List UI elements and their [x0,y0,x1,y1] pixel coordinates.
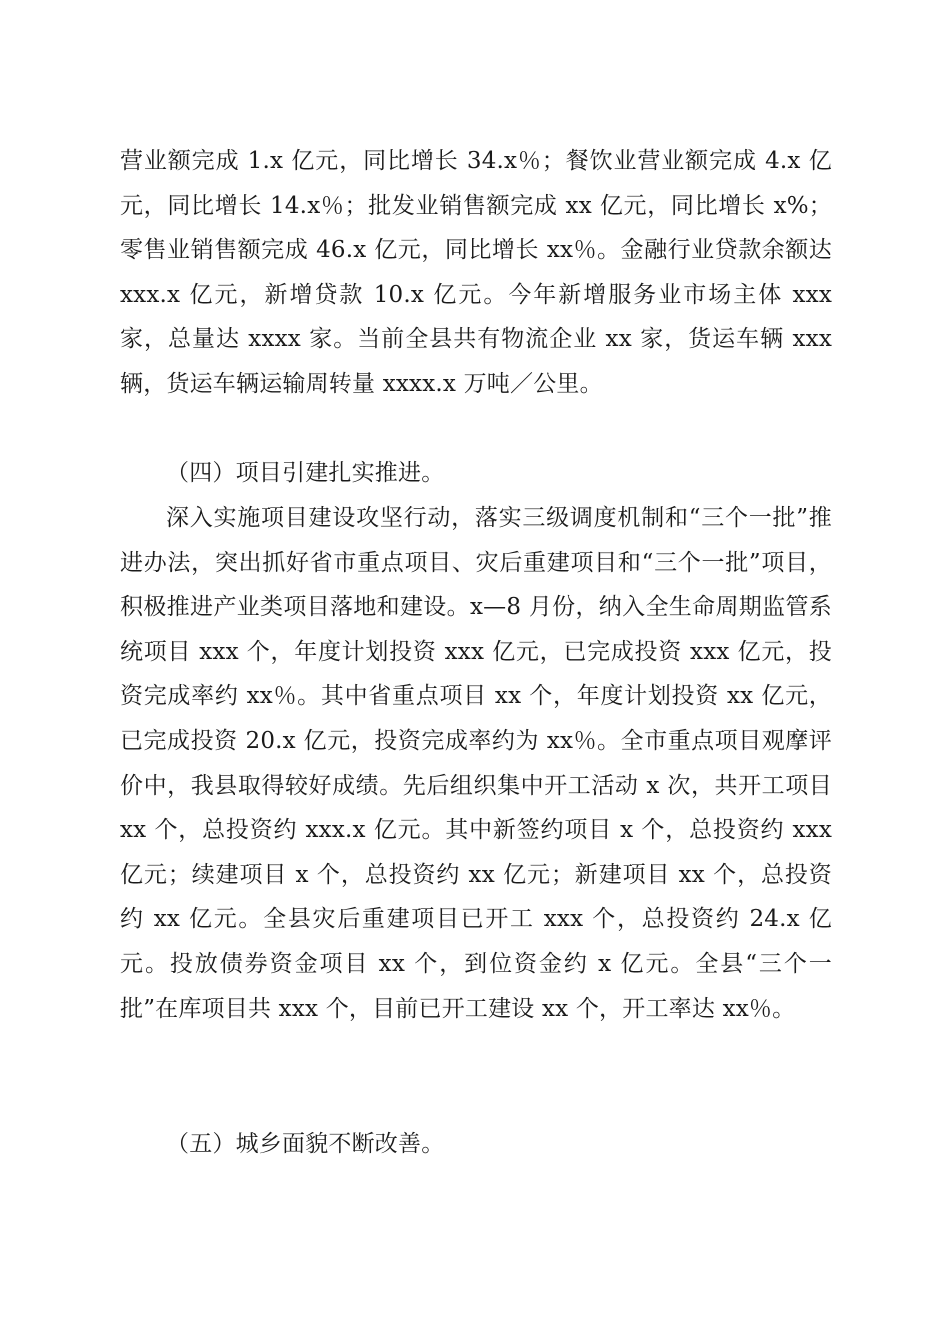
body-paragraph-4: 深入实施项目建设攻坚行动，落实三级调度机制和“三个一批”推进办法，突出抓好省市重点项目、灾后重建项目和“三个一批”项目，积极推进产业类项目落地和建设。x—8 月份，纳入全生命周期监管系统项目 xxx 个，年度计划投资 xxx 亿元，已完成投资 xxx 亿元，投资完成率约 xx％。其中省重点项目 xx 个，年度计划投资 xx 亿元，已完成投资 20.x 亿元，投资完成率约为 xx％。全市重点项目观摩评价中，我县取得较好成绩。先后组织集中开工活动 x 次，共开工项目 xx 个，总投资约 xxx.x 亿元。其中新签约项目 x 个，总投资约 xxx 亿元；续建项目 x 个，总投资约 xx 亿元；新建项目 xx 个，总投资约 xx 亿元。全县灾后重建项目已开工 xxx 个，总投资约 24.x 亿元。投放债券资金项目 xx 个，到位资金约 x 亿元。全县“三个一批”在库项目共 xxx 个，目前已开工建设 xx 个，开工率达 xx％。 [120,505,832,1022]
section-heading-5: （五）城乡面貌不断改善。 [166,1131,445,1157]
section-heading-4: （四）项目引建扎实推进。 [166,460,445,486]
body-paragraph-continued: 营业额完成 1.x 亿元，同比增长 34.x％；餐饮业营业额完成 4.x 亿元，同比增长 14.x％；批发业销售额完成 xx 亿元，同比增长 x%；零售业销售额完成 46.x 亿元，同比增长 xx％。金融行业贷款余额达 xxx.x 亿元，新增贷款 10.x 亿元。今年新增服务业市场主体 xxx 家，总量达 xxxx 家。当前全县共有物流企业 xx 家，货运车辆 xxx 辆，货运车辆运输周转量 xxxx.x 万吨／公里。 [120,148,832,397]
